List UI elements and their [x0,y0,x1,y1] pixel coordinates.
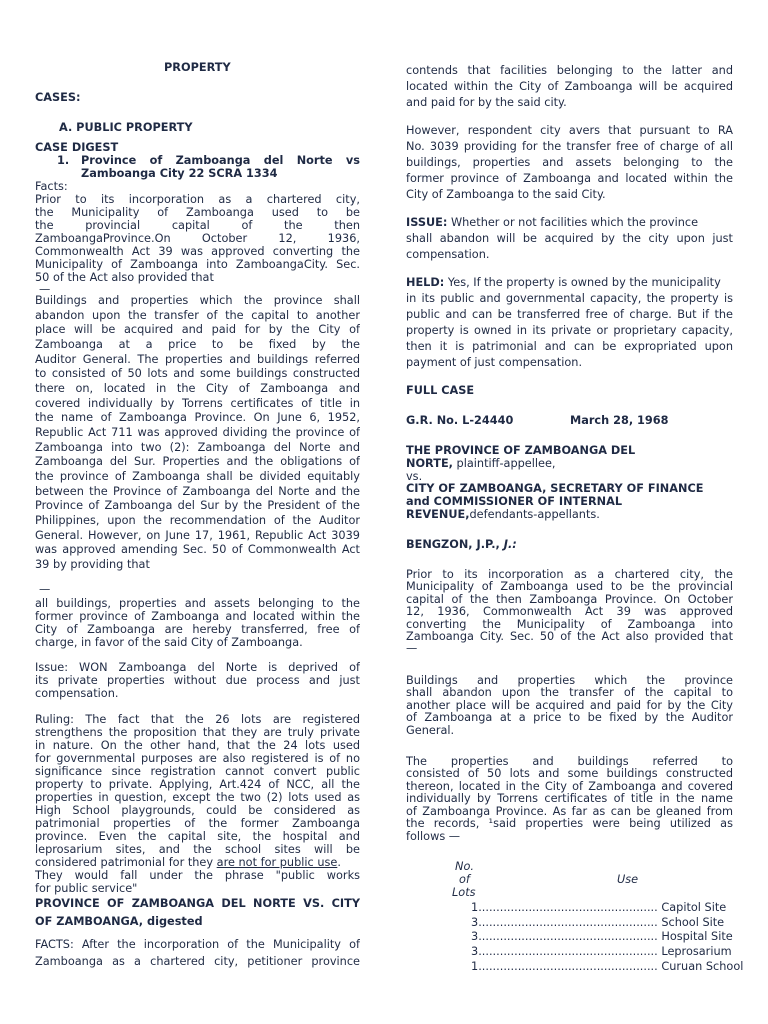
table-header-lots: Lots [452,886,476,899]
paragraph-line: Buildings and properties which the province [406,674,733,687]
issue-label: ISSUE: [406,216,448,229]
paragraph-line: However, respondent city avers that pursuant to RA [406,124,733,137]
table-row [471,930,733,945]
paragraph-line: Philippines, upon the recommendation of the Auditor [35,514,360,527]
defendant-name-end: REVENUE, [406,508,470,521]
paragraph-line: individually by Torrens certificates of title in the name [406,792,733,805]
case-digest-heading: CASE DIGEST [35,141,119,154]
paragraph-line: located within the City of Zamboanga will be acquired [406,80,733,93]
paragraph-line: and paid for by the said city. [406,96,567,109]
paragraph-line: Auditor General. The properties and buildings referred [35,353,360,366]
held-line: payment of just compensation. [406,356,583,369]
paragraph-line: converting the Municipality of Zamboanga into [406,618,733,631]
underlined-phrase: are not for public use [216,856,338,869]
ruling-line: property to private. Applying, Art.424 of NCC, all the [35,778,360,791]
em-dash: — [39,583,51,596]
paragraph-line: 12, 1936, Commonwealth Act 39 was approved [406,605,733,618]
held-line: in its public and governmental capacity, the property is [406,292,733,305]
paragraph-line: between the Province of Zamboanga del Norte and the [35,485,360,498]
plaintiff-name: THE PROVINCE OF ZAMBOANGA DEL [406,444,636,457]
ruling-line [35,856,341,869]
paragraph-line: Zamboanga into two (2): Zamboanga del Norte and [35,441,360,454]
paragraph-line: buildings, properties and assets belonging to the [406,156,733,169]
plaintiff-line [406,457,556,470]
digest-heading-line: OF ZAMBOANGA, digested [35,915,203,928]
facts-line: Municipality of Zamboanga into ZamboangaCity. Sec. [35,258,360,271]
ruling-line: province. Even the capital site, the hospital and [35,830,360,843]
issue-line: compensation. [406,248,490,261]
paragraph-line: another place will be acquired and paid for by the City [406,699,733,712]
held-line: property is owned in its private or proprietary capacity, [406,324,733,337]
facts2-line: Zamboanga as a chartered city, petitioner province [35,955,360,968]
table-row [471,960,743,975]
issue-line: compensation. [35,687,119,700]
gr-number: G.R. No. L-24440 [406,414,514,427]
table-row [471,945,732,960]
plaintiff-name-end: NORTE, [406,457,453,470]
facts-line: Commonwealth Act 39 was approved converting the [35,245,360,258]
case-title-line-1: Province of Zamboanga del Norte vs [81,154,360,167]
table-row [471,901,726,916]
paragraph-line: General. However, on June 17, 1961, Republic Act 3039 [35,529,360,542]
leader-dots: .................................................. [478,901,658,914]
ruling-line: significance since registration cannot convert public [35,765,360,778]
issue-line: shall abandon will be acquired by the city upon just [406,232,733,245]
document-title: PROPERTY [164,61,231,74]
ruling-line: properties in question, except the two (2) lots used as [35,791,360,804]
defendant-name: CITY OF ZAMBOANGA, SECRETARY OF FINANCE [406,482,704,495]
paragraph-line: covered individually by Torrens certificates of title in [35,397,360,410]
lots-count: 3 [471,930,479,943]
lots-count: 1 [471,901,479,914]
defendant-role: defendants-appellants. [469,508,600,521]
paragraph-line: Republic Act 711 was approved dividing the province of [35,426,360,439]
issue-line: its private properties without due process and just [35,674,360,687]
facts2-line: FACTS: After the incorporation of the Municipality of [35,938,360,951]
paragraph-line: contends that facilities belonging to the latter and [406,64,733,77]
paragraph-line: to consisted of 50 lots and some buildings constructed [35,367,360,380]
paragraph-line: former province of Zamboanga and located within the [406,172,733,185]
paragraph-line: of Zamboanga Province. As far as can be gleaned from [406,805,733,818]
issue-line [406,215,698,231]
paragraph-line: capital of the then Zamboanga Province. On October [406,593,733,606]
paragraph-line: No. 3039 providing for the transfer free of charge of all [406,140,733,153]
held-text: Yes, If the property is owned by the municipality [444,276,721,289]
em-dash: — [39,283,51,296]
paragraph-line: the name of Zamboanga Province. On June 6, 1952, [35,411,360,424]
paragraph-line: Zamboanga at a price to be fixed by the [35,338,360,351]
ruling-line: in nature. On the other hand, that the 24 lots used [35,739,360,752]
lot-use: Capitol Site [661,901,727,914]
lots-count: 3 [471,945,479,958]
lot-use: School Site [661,916,725,929]
held-label: HELD: [406,276,445,289]
facts-line: Prior to its incorporation as a chartered city, [35,193,360,206]
paragraph-line: all buildings, properties and assets belonging to the [35,597,360,610]
paragraph-line: Buildings and properties which the province shall [35,294,360,307]
em-dash: — [406,642,418,655]
paragraph-line: follows — [406,830,461,843]
leader-dots: .................................................. [478,945,658,958]
ruling-line: High School playgrounds, could be considered as [35,804,360,817]
plaintiff-role: plaintiff-appellee, [452,457,556,470]
facts-line: ZamboangaProvince.On October 12, 1936, [35,232,360,245]
public-property-heading: A. PUBLIC PROPERTY [59,121,193,134]
paragraph-line: Zamboanga del Sur. Properties and the obligations of [35,455,360,468]
paragraph-line: was approved amending Sec. 50 of Commonwealth Act [35,543,360,556]
paragraph-line: Municipality of Zamboanga used to be the provincial [406,580,733,593]
leader-dots: .................................................. [478,960,658,973]
case-date: March 28, 1968 [570,414,669,427]
defendant-name: and COMMISSIONER OF INTERNAL [406,495,623,508]
full-case-heading: FULL CASE [406,384,475,397]
paragraph-line: former province of Zamboanga and located within the [35,610,360,623]
lots-count: 3 [471,916,479,929]
lot-use: Hospital Site [661,930,733,943]
ponente [406,538,517,551]
table-header-use: Use [617,873,639,886]
case-title-line-2: Zamboanga City 22 SCRA 1334 [81,167,278,180]
paragraph-line: thereon, located in the City of Zamboanga and covered [406,780,733,793]
ruling-line: for governmental purposes are also registered is of no [35,752,360,765]
paragraph-line: City of Zamboanga to the said City. [406,188,606,201]
case-number: 1. [57,154,70,167]
paragraph-line: there on, located in the City of Zamboanga and [35,382,360,395]
paragraph-line: City of Zamboanga are hereby transferred, free of [35,623,360,636]
paragraph-line: Prior to its incorporation as a chartered city, the [406,568,733,581]
ruling-line: for public service" [35,882,138,895]
facts-label: Facts: [35,180,68,193]
paragraph-line: Province of Zamboanga del Sur by the President of the [35,499,360,512]
ruling-period: . [337,856,341,869]
paragraph-line: the province of Zamboanga shall be divided equitably [35,470,360,483]
cases-heading: CASES: [35,91,81,104]
paragraph-line: General. [406,724,455,737]
held-line [406,275,721,291]
table-header-of: of [459,873,470,886]
issue-line: Issue: WON Zamboanga del Norte is deprived of [35,661,360,674]
defendant-line [406,508,600,521]
paragraph-line: consisted of 50 lots and some buildings constructed [406,767,733,780]
lots-count: 1 [471,960,479,973]
paragraph-line: charge, in favor of the said City of Zamboanga. [35,636,303,649]
paragraph-line: 39 by providing that [35,558,150,571]
versus: vs. [406,470,423,483]
facts-line: the provincial capital of the then [35,219,360,232]
ponente-name: BENGZON, J.P., [406,538,504,551]
facts-line: the Municipality of Zamboanga used to be [35,206,360,219]
ruling-line: Ruling: The fact that the 26 lots are registered [35,713,360,726]
paragraph-line: Zamboanga City. Sec. 50 of the Act also provided that [406,630,733,643]
digest-heading-line: PROVINCE OF ZAMBOANGA DEL NORTE VS. CITY [35,897,360,910]
issue-text: Whether or not facilities which the province [447,216,699,229]
ruling-line: They would fall under the phrase "public works [35,869,360,882]
ruling-line: strengthens the proposition that they are truly private [35,726,360,739]
facts-line: 50 of the Act also provided that [35,271,214,284]
paragraph-line: of Zamboanga at a price to be fixed by the Auditor [406,711,733,724]
paragraph-line: abandon upon the transfer of the capital to another [35,309,360,322]
held-line: public and can be transferred free of charge. But if the [406,308,733,321]
lot-use: Curuan School [661,960,744,973]
table-header-no: No. [455,860,474,873]
table-row [471,916,724,931]
paragraph-line: place will be acquired and paid for by the City of [35,323,360,336]
leader-dots: .................................................. [478,916,658,929]
paragraph-line: The properties and buildings referred to [406,755,733,768]
ruling-line: patrimonial properties of the former Zamboanga [35,817,360,830]
held-line: then it is patrimonial and can be expropriated upon [406,340,733,353]
lot-use: Leprosarium [661,945,732,958]
leader-dots: .................................................. [478,930,658,943]
paragraph-line: shall abandon upon the transfer of the capital to [406,686,733,699]
paragraph-line: the records, ¹said properties were being utilized as [406,817,733,830]
ruling-text: considered patrimonial for they [35,856,217,869]
ponente-suffix: J.: [503,538,517,551]
ruling-line: leprosarium sites, and the school sites will be [35,843,360,856]
